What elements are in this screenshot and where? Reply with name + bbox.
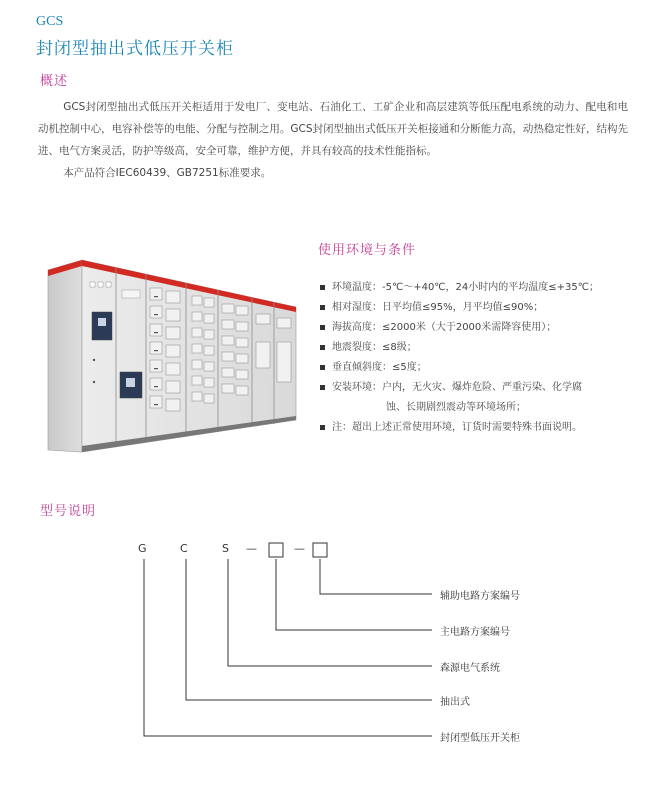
overview-heading: 概述: [40, 74, 69, 89]
condition-text: 海拔高度：≤2000米（大于2000米需降容使用）；: [332, 322, 557, 333]
model-letter-s: S: [222, 542, 229, 555]
model-diagram-lines: [0, 530, 664, 760]
conditions-heading: 使用环境与条件: [318, 243, 417, 258]
branch-label-auxiliary-circuit: 辅助电路方案编号: [440, 591, 520, 602]
product-title: 封闭型抽出式低压开关柜: [36, 39, 234, 59]
condition-text-continued: 蚀、长期剧烈震动等环境场所；: [386, 402, 526, 413]
condition-text: 垂直倾斜度：≤5度；: [332, 362, 427, 373]
conditions-list: [318, 278, 618, 438]
condition-item: [318, 378, 618, 418]
condition-item: [318, 278, 618, 298]
condition-item: [318, 318, 618, 338]
model-letter-g: G: [138, 542, 147, 555]
branch-label-main-circuit: 主电路方案编号: [440, 627, 510, 638]
branch-label-drawout: 抽出式: [440, 697, 470, 708]
model-dash-2: —: [294, 542, 305, 555]
condition-item: [318, 418, 618, 438]
condition-text: 安装环境：户内，无火灾、爆炸危险、严重污染、化学腐: [332, 382, 582, 393]
overview-paragraph-2: 本产品符合IEC60439、GB7251标准要求。: [63, 167, 272, 179]
condition-text: 相对湿度：日平均值≤95%，月平均值≤90%；: [332, 302, 544, 313]
condition-text: 环境温度：-5℃～+40℃，24小时内的平均温度≤+35℃；: [332, 282, 599, 293]
model-letter-c: C: [180, 542, 188, 555]
branch-label-system: 森源电气系统: [440, 663, 500, 674]
model-dash-1: —: [246, 542, 257, 555]
model-explanation-heading: 型号说明: [40, 504, 97, 519]
condition-item: [318, 338, 618, 358]
model-code-diagram: [0, 530, 664, 760]
branch-label-enclosed-switchgear: 封闭型低压开关柜: [440, 733, 520, 744]
condition-item: [318, 298, 618, 318]
switchgear-product-image: [46, 252, 301, 457]
condition-text: 地震裂度：≤8级；: [332, 342, 417, 353]
condition-text: 注：超出上述正常使用环境，订货时需要特殊书面说明。: [332, 422, 582, 433]
overview-text: [38, 96, 628, 184]
model-code: GCS: [36, 14, 64, 29]
overview-paragraph-1: GCS封闭型抽出式低压开关柜适用于发电厂、变电站、石油化工、工矿企业和高层建筑等低压配电系统的动力、配电和电动机控制中心，电容补偿等的电能、分配与控制之用。GCS封闭型抽出式低压开关柜接通和分断能力高，动热稳定性好，结构先进、电气方案灵活，防护等级高，安全可靠，维护方便，并具有较高的技术性能指标。: [38, 101, 628, 157]
condition-item: [318, 358, 618, 378]
